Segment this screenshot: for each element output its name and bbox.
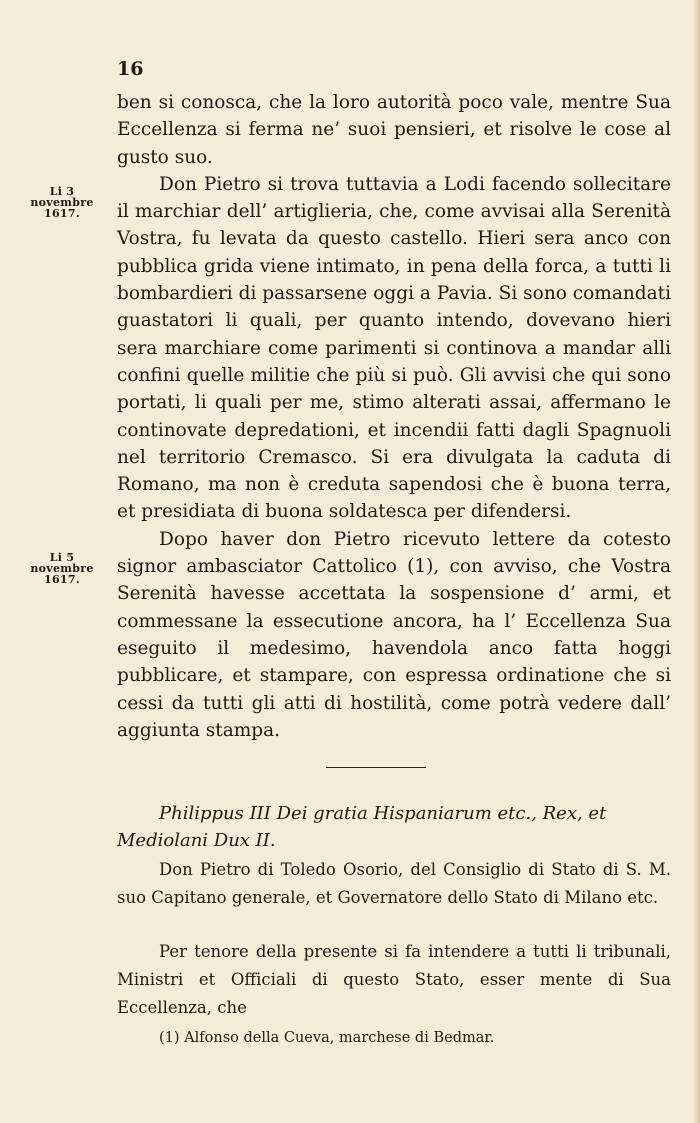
margin-note-month: novembre xyxy=(30,562,94,575)
margin-note-day: Li 3 xyxy=(49,185,75,198)
margin-note-year: 1617. xyxy=(44,573,80,586)
page-number: 16 xyxy=(117,58,144,80)
margin-note-date-2 xyxy=(22,552,102,585)
decree-paragraph-1: Don Pietro di Toledo Osorio, del Consiglio di Stato di S. M. suo Capitano generale, et Governatore dello Stato di Milano etc. xyxy=(117,860,671,907)
section-divider xyxy=(326,767,426,768)
paragraph-continuation: ben si conosca, che la loro autorità poco vale, mentre Sua Eccellenza si ferma ne’ suoi pensieri, et risolve le cose al gusto suo. xyxy=(117,92,671,168)
main-text xyxy=(117,89,671,744)
margin-note-month: novembre xyxy=(30,196,94,209)
footnote: (1) Alfonso della Cueva, marchese di Bedmar. xyxy=(159,1030,495,1046)
decree-heading: Philippus III Dei gratia Hispaniarum etc., Rex, et Mediolani Dux II. xyxy=(117,803,607,851)
paragraph-5-november: Dopo haver don Pietro ricevuto lettere da cotesto signor ambasciator Cattolico (1), con avviso, che Vostra Serenità havesse accettata la sospensione d’ armi, et commessane la essecutione ancora, ha l’ Eccellenza Sua eseguito il medesimo, havendola anco fatta hoggi pubblicare, et stampare, con espressa ordinatione che si cessi da tutti gli atti di hostilità, come potrà vedere dall’ aggiunta stampa. xyxy=(117,528,671,741)
decree-paragraph-2: Per tenore della presente si fa intendere a tutti li tribunali, Ministri et Officiali di questo Stato, esser mente di Sua Eccellenza, che xyxy=(117,942,671,1017)
paragraph-3-november: Don Pietro si trova tuttavia a Lodi facendo sollecitare il marchiar dell’ artiglieria, che, come avvisai alla Serenità Vostra, fu levata da questo castello. Hieri sera anco con pubblica grida viene intimato, in pena della forca, a tutti li bombardieri di passarsene oggi a Pavia. Si sono comandati guastatori li quali, per quanto intendo, dovevano hieri sera marchiare come parimenti si continova a mandar alli confini quelle militie che più si può. Gli avvisi che qui sono portati, li quali per me, stimo alterati assai, affermano le continovate depredationi, et incendii fatti dagli Spagnuoli nel territorio Cremasco. Si era divulgata la caduta di Romano, ma non è creduta sapendosi che è buona terra, et presidiata di buona soldatesca per difendersi. xyxy=(117,173,671,523)
margin-note-year: 1617. xyxy=(44,207,80,220)
margin-note-date-1 xyxy=(22,186,102,219)
margin-note-day: Li 5 xyxy=(49,551,75,564)
page-edge xyxy=(694,0,700,1123)
